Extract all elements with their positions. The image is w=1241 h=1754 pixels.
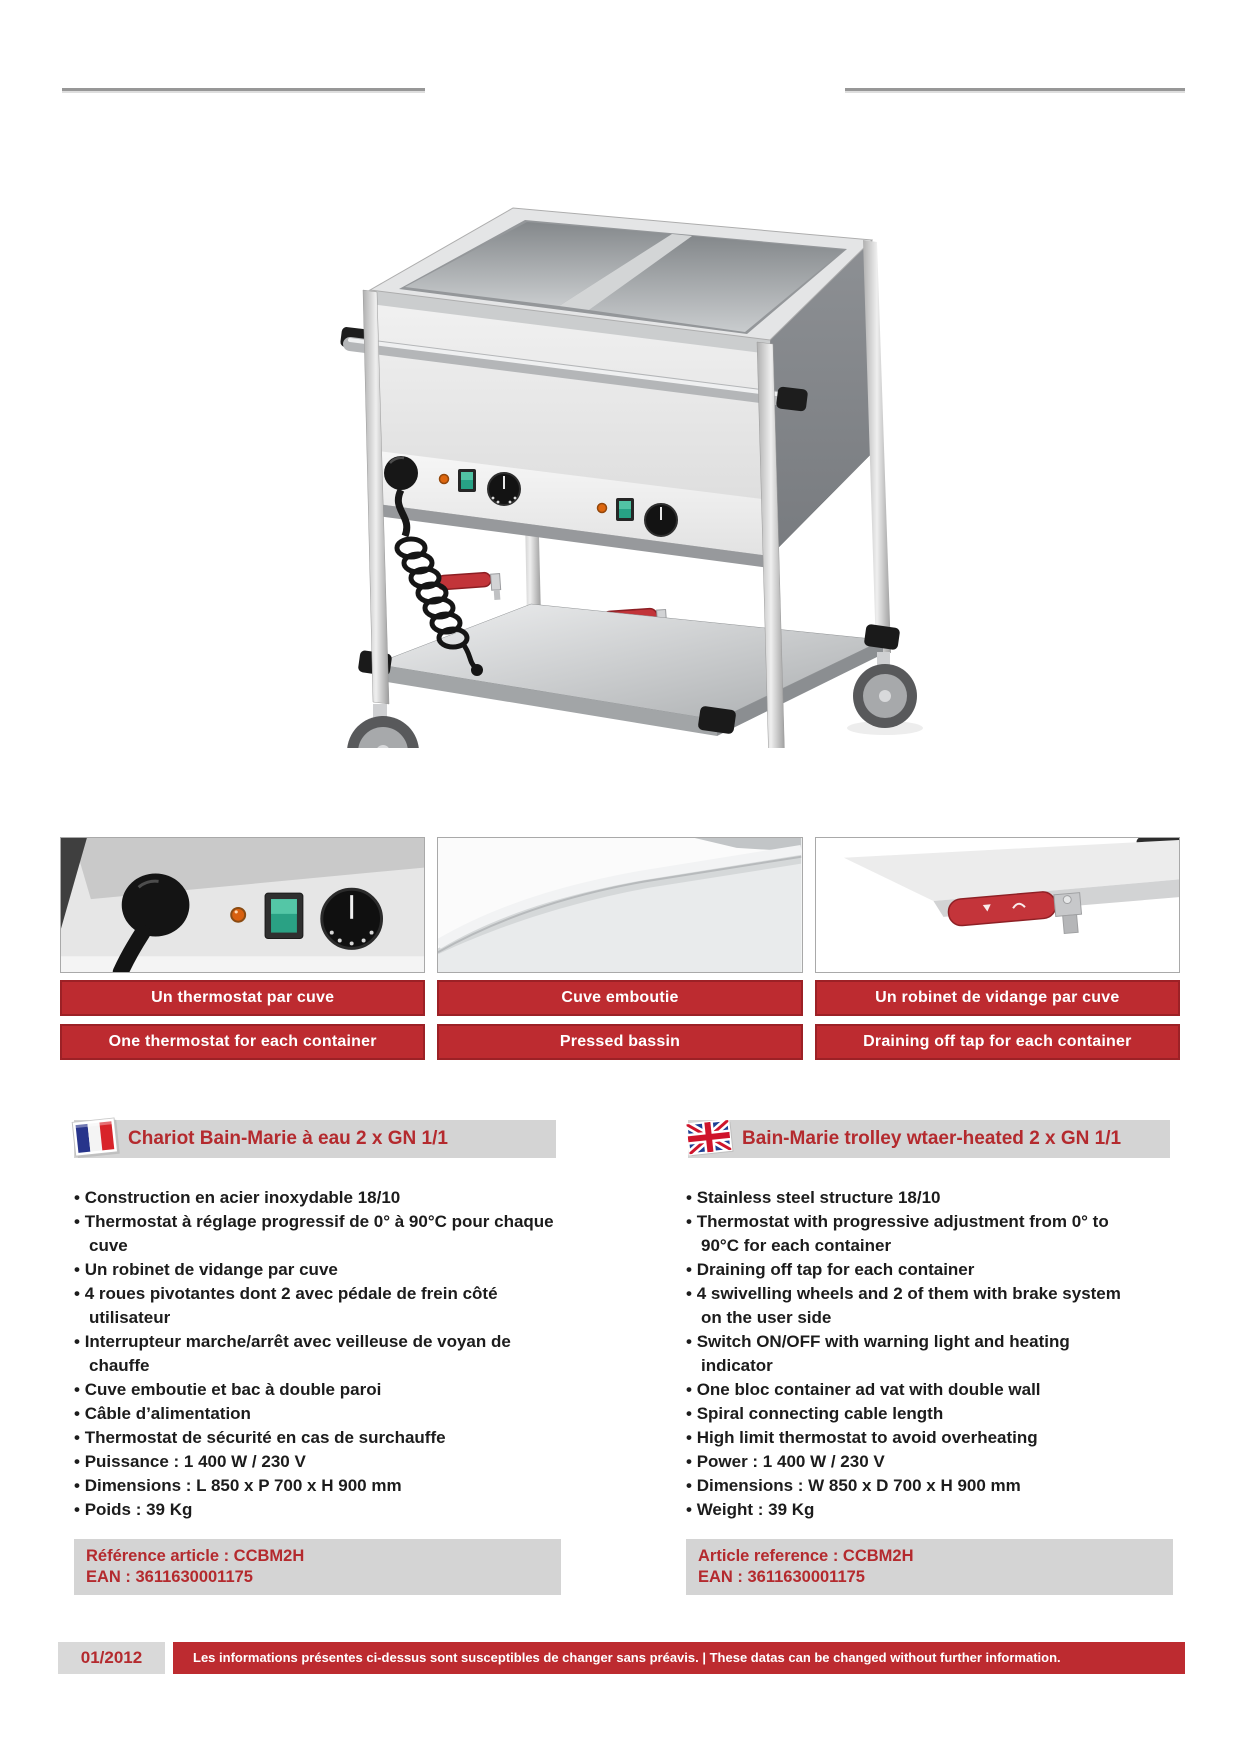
spec-item-english: • One bloc container ad vat with double wall (686, 1378, 1138, 1402)
top-rule-right (845, 88, 1185, 91)
reference-box-english (686, 1539, 1173, 1595)
spec-item-french: • Dimensions : L 850 x P 700 x H 900 mm (74, 1474, 574, 1498)
spec-item-english: • Dimensions : W 850 x D 700 x H 900 mm (686, 1474, 1138, 1498)
spec-item-english: • 4 swivelling wheels and 2 of them with brake system on the user side (686, 1282, 1138, 1330)
detail-photo-pressed-bassin (437, 837, 802, 973)
section-header-english (688, 1120, 1170, 1158)
spec-item-french: • Poids : 39 Kg (74, 1498, 574, 1522)
caption-bar-french: Un robinet de vidange par cuve (815, 980, 1180, 1016)
footer-date: 01/2012 (58, 1642, 165, 1674)
section-title-french: Chariot Bain-Marie à eau 2 x GN 1/1 (128, 1128, 448, 1149)
spec-item-english: • Switch ON/OFF with warning light and heating indicator (686, 1330, 1138, 1378)
spec-item-english: • Stainless steel structure 18/10 (686, 1186, 1138, 1210)
spec-item-french: • Thermostat à réglage progressif de 0° à 90°C pour chaque cuve (74, 1210, 574, 1258)
caption-bar-english: Draining off tap for each container (815, 1024, 1180, 1060)
reference-article-english: Article reference : CCBM2H (698, 1547, 914, 1565)
caption-row-english (60, 1024, 1180, 1060)
section-header-french (74, 1120, 556, 1158)
caption-bar-english: Pressed bassin (437, 1024, 802, 1060)
spec-item-french: • Câble d’alimentation (74, 1402, 574, 1426)
spec-item-french: • Thermostat de sécurité en cas de surchauffe (74, 1426, 574, 1450)
spec-item-english: • High limit thermostat to avoid overheating (686, 1426, 1138, 1450)
detail-photo-row (60, 837, 1180, 973)
top-rule-left (62, 88, 425, 91)
ean-english: EAN : 3611630001175 (698, 1568, 865, 1586)
spec-item-french: • Un robinet de vidange par cuve (74, 1258, 574, 1282)
spec-item-french: • 4 roues pivotantes dont 2 avec pédale de frein côté utilisateur (74, 1282, 574, 1330)
spec-item-english: • Spiral connecting cable length (686, 1402, 1138, 1426)
reference-box-french (74, 1539, 561, 1595)
ean-french: EAN : 3611630001175 (86, 1568, 253, 1586)
reference-article-french: Référence article : CCBM2H (86, 1547, 305, 1565)
trolley-illustration (295, 148, 945, 748)
uk-flag-icon (684, 1113, 736, 1163)
spec-item-english: • Draining off tap for each container (686, 1258, 1138, 1282)
spec-item-english: • Weight : 39 Kg (686, 1498, 1138, 1522)
spec-list-english (686, 1186, 1138, 1522)
france-flag-icon (70, 1113, 122, 1163)
section-title-english: Bain-Marie trolley wtaer-heated 2 x GN 1/1 (742, 1128, 1122, 1149)
caption-bar-french: Un thermostat par cuve (60, 980, 425, 1016)
spec-item-french: • Cuve emboutie et bac à double paroi (74, 1378, 574, 1402)
spec-item-english: • Power : 1 400 W / 230 V (686, 1450, 1138, 1474)
spec-item-french: • Construction en acier inoxydable 18/10 (74, 1186, 574, 1210)
product-photo-bain-marie-trolley (295, 148, 945, 748)
spec-item-french: • Interrupteur marche/arrêt avec veilleuse de voyan de chauffe (74, 1330, 574, 1378)
footer-disclaimer: Les informations présentes ci-dessus sont susceptibles de changer sans préavis. | These datas can be changed without further information. (173, 1642, 1185, 1674)
detail-photo-thermostat (60, 837, 425, 973)
spec-item-english: • Thermostat with progressive adjustment from 0° to 90°C for each container (686, 1210, 1138, 1258)
caption-bar-english: One thermostat for each container (60, 1024, 425, 1060)
caption-bar-french: Cuve emboutie (437, 980, 802, 1016)
spec-list-french (74, 1186, 574, 1522)
spec-item-french: • Puissance : 1 400 W / 230 V (74, 1450, 574, 1474)
caption-row-french (60, 980, 1180, 1016)
detail-photo-drain-tap (815, 837, 1180, 973)
